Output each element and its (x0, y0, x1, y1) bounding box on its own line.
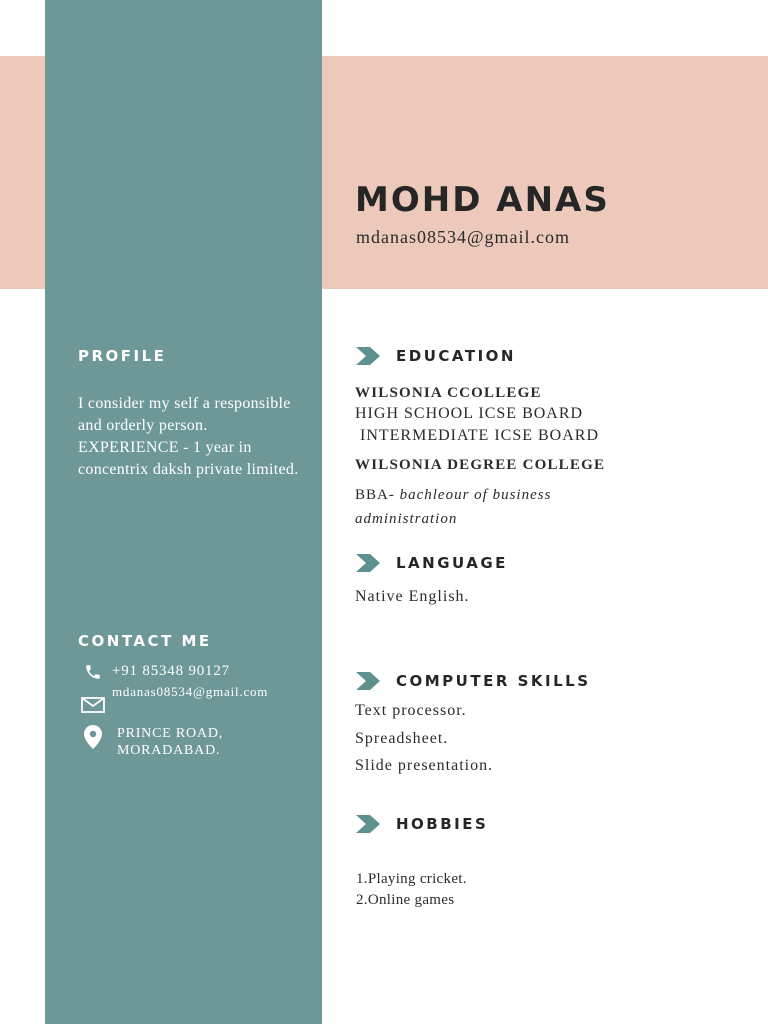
hobby-item: 2.Online games (356, 892, 455, 908)
profile-text (78, 393, 308, 481)
language-heading: LANGUAGE (396, 554, 508, 572)
chevron-right-icon (356, 554, 382, 572)
address-line: MORADABAD. (117, 743, 221, 758)
college-name: WILSONIA DEGREE COLLEGE (355, 457, 606, 473)
profile-line: I consider my self a responsible and orderly person. (78, 395, 291, 434)
language-text: Native English. (355, 588, 470, 605)
education-heading: EDUCATION (396, 347, 516, 365)
phone-icon (80, 663, 106, 681)
skill-item: Spreadsheet. (355, 730, 449, 747)
computer-skills-heading: COMPUTER SKILLS (396, 672, 591, 690)
hobbies-heading: HOBBIES (396, 815, 489, 833)
envelope-icon (80, 697, 106, 713)
sidebar (45, 0, 322, 1024)
skill-item: Text processor. (355, 702, 467, 719)
profile-line: EXPERIENCE - 1 year in concentrix daksh private limited. (78, 439, 299, 478)
skill-item: Slide presentation. (355, 757, 494, 774)
profile-heading: PROFILE (78, 347, 167, 365)
address-line: PRINCE ROAD, (117, 726, 224, 741)
address-text (117, 725, 223, 759)
language-section-head (356, 554, 508, 572)
degree-name: bachleour of business (399, 487, 552, 503)
school-detail: INTERMEDIATE ICSE BOARD (355, 427, 599, 444)
computer-skills-section-head (356, 672, 591, 690)
school-detail: HIGH SCHOOL ICSE BOARD (355, 405, 584, 422)
degree-prefix: BBA- (355, 487, 400, 503)
header-email: mdanas08534@gmail.com (356, 227, 571, 247)
contact-address (80, 725, 223, 759)
contact-heading: CONTACT ME (78, 632, 212, 650)
contact-email-text: mdanas08534@gmail.com (112, 684, 269, 699)
hobbies-section-head (356, 815, 488, 833)
chevron-right-icon (356, 672, 382, 690)
chevron-right-icon (356, 347, 382, 365)
school-name: WILSONIA CCOLLEGE (355, 385, 542, 401)
location-pin-icon (80, 725, 106, 749)
hobby-item: 1.Playing cricket. (356, 871, 467, 887)
chevron-right-icon (356, 815, 382, 833)
contact-email (80, 683, 268, 713)
candidate-name: MOHD ANAS (355, 180, 610, 220)
phone-number: +91 85348 90127 (112, 663, 230, 679)
degree-name-cont: administration (355, 511, 458, 527)
education-section-head (356, 347, 516, 365)
contact-phone (80, 663, 230, 681)
degree-line (355, 487, 551, 504)
